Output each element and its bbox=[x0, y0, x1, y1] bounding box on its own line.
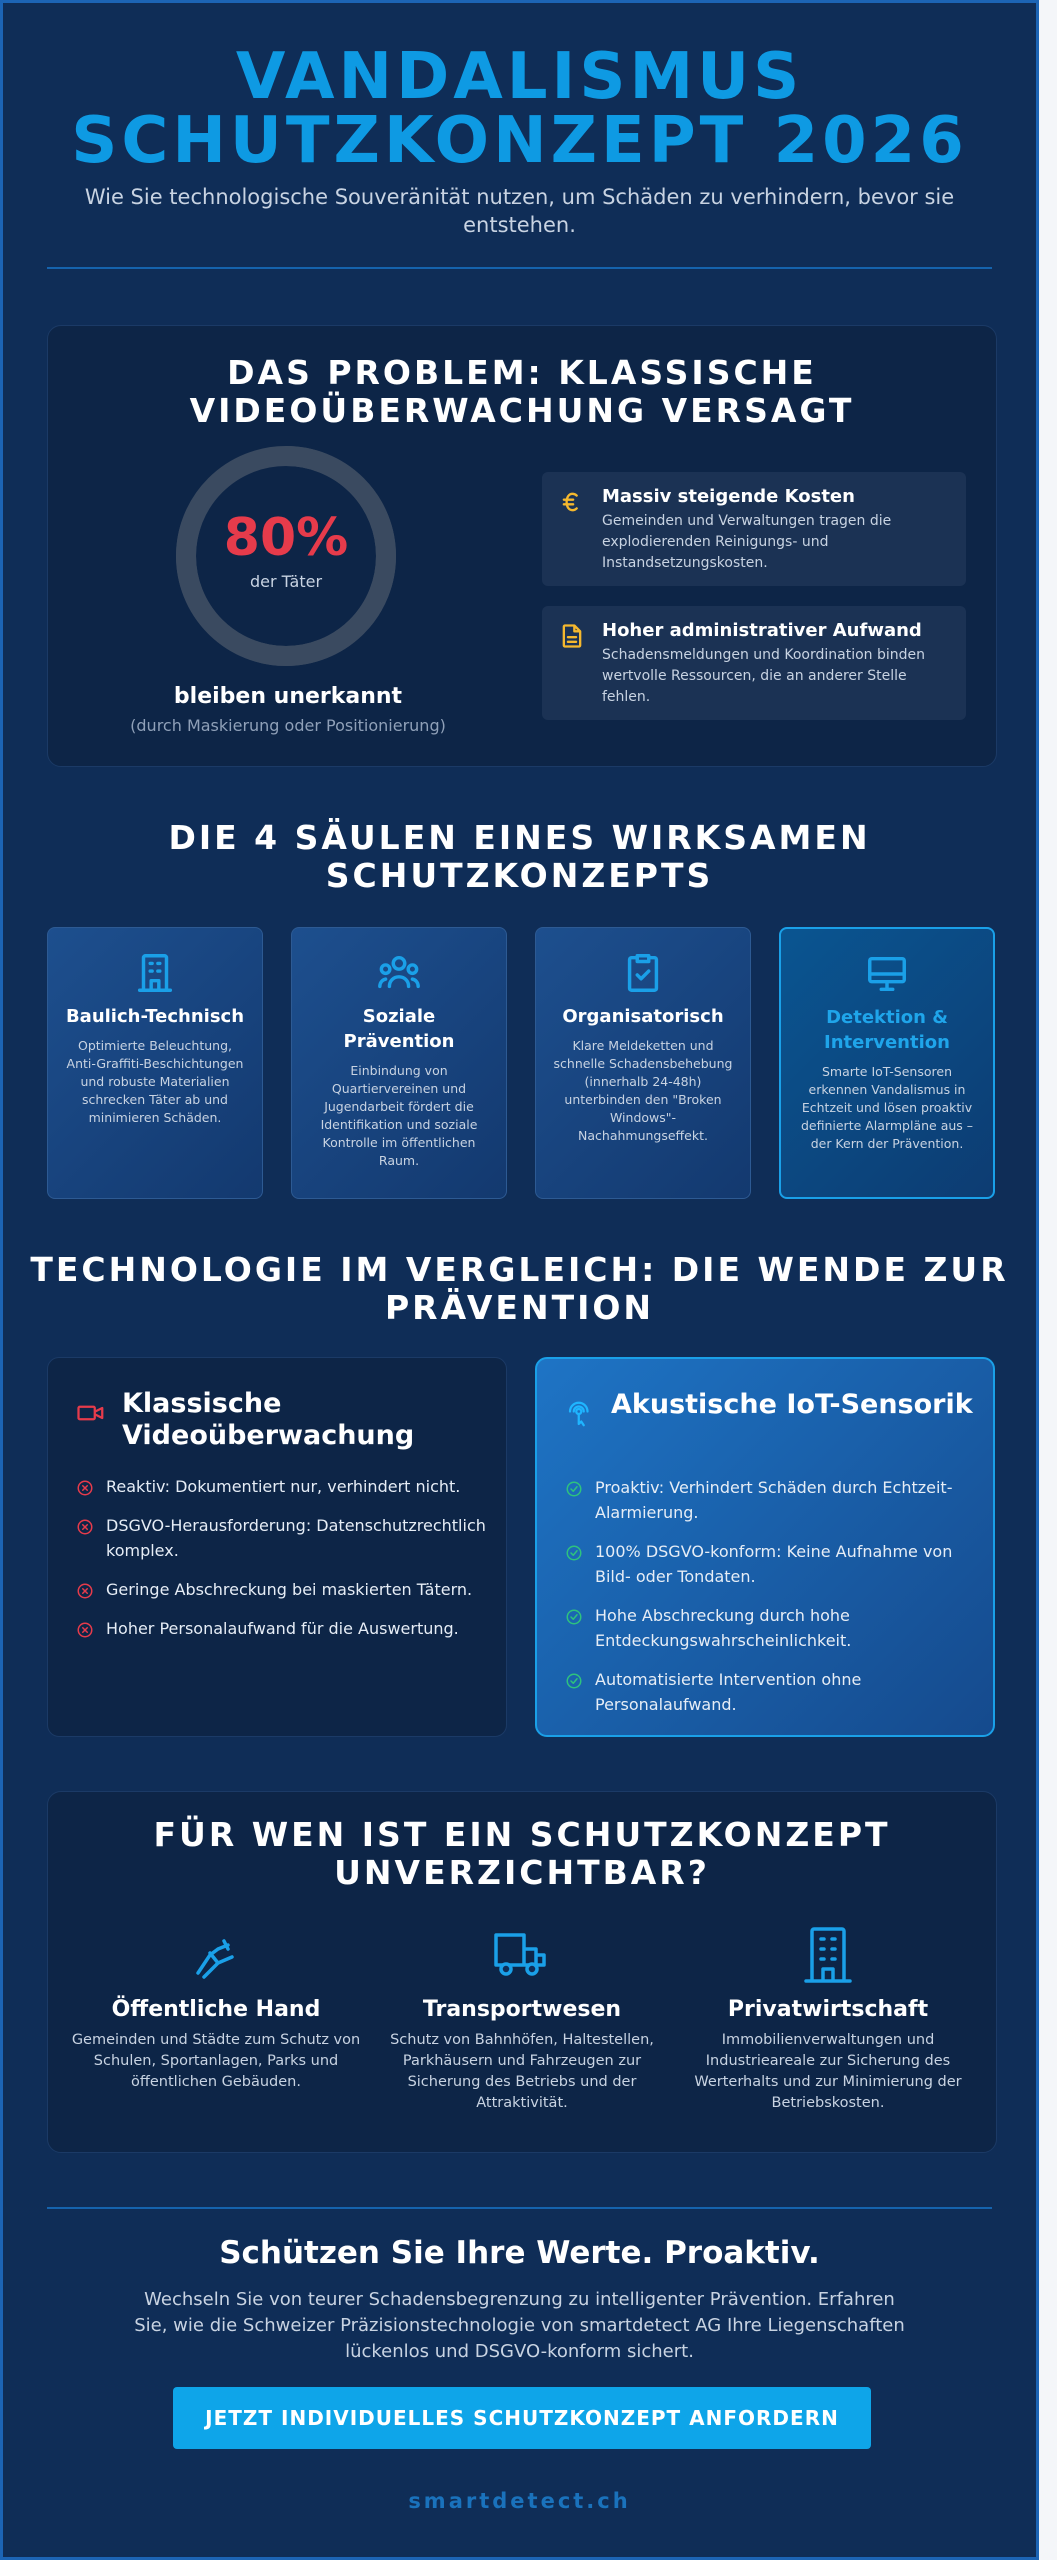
comparison-classic-list bbox=[76, 1474, 486, 1655]
check-circle-icon bbox=[565, 1608, 583, 1626]
problem-item-admin bbox=[542, 606, 966, 720]
euro-icon bbox=[558, 488, 586, 516]
list-item bbox=[565, 1475, 973, 1525]
office-building-icon bbox=[796, 1923, 860, 1987]
cta-text: Wechseln Sie von teurer Schadensbegrenzung zu intelligenter Prävention. Erfahren Sie, wie die Schweizer Präzisionstechnologie von smartdetect AG Ihre Liegenschaften lückenlos und DSGVO-konform sichert. bbox=[134, 2289, 905, 2362]
pillar-detection bbox=[779, 927, 995, 1199]
pillar-title: Organisatorisch bbox=[562, 1006, 724, 1027]
audience-text: Gemeinden und Städte zum Schutz von Schulen, Sportanlagen, Parks und öffentlichen Gebäuden. bbox=[71, 2032, 361, 2090]
comparison-title-line-1: TECHNOLOGIE IM VERGLEICH: DIE WENDE ZUR bbox=[30, 1250, 1009, 1289]
audience-public bbox=[71, 1923, 361, 2093]
comparison-title bbox=[3, 1251, 1036, 1327]
list-item-text: Hohe Abschreckung durch hohe Entdeckungswahrscheinlichkeit. bbox=[595, 1606, 852, 1650]
header-divider bbox=[47, 267, 992, 269]
comparison-classic bbox=[47, 1357, 507, 1737]
list-item bbox=[76, 1616, 486, 1641]
x-circle-icon bbox=[76, 1621, 94, 1639]
list-item-text: Proaktiv: Verhindert Schäden durch Echtzeit-Alarmierung. bbox=[595, 1478, 953, 1522]
list-item bbox=[76, 1474, 486, 1499]
problem-item-title: Hoher administrativer Aufwand bbox=[602, 620, 922, 641]
list-item bbox=[565, 1539, 973, 1589]
stat-note: (durch Maskierung oder Positionierung) bbox=[130, 716, 446, 735]
page-subtitle: Wie Sie technologische Souveränität nutzen, um Schäden zu verhindern, bevor sie entstehen. bbox=[84, 185, 955, 237]
pillar-title: Baulich-Technisch bbox=[65, 1006, 245, 1027]
pillar-text: Optimierte Beleuchtung, Anti-Graffiti-Beschichtungen und robuste Materialien schrecken Täter ab und minimieren Schäden. bbox=[66, 1038, 244, 1125]
pillar-title: Soziale Prävention bbox=[343, 1006, 455, 1052]
list-item bbox=[76, 1513, 486, 1563]
problem-item-text: Gemeinden und Verwaltungen tragen die explodierenden Reinigungs- und Instandsetzungskosten. bbox=[602, 513, 892, 571]
monitor-icon bbox=[864, 951, 910, 997]
list-item-text: 100% DSGVO-konform: Keine Aufnahme von Bild- oder Tondaten. bbox=[595, 1542, 953, 1586]
audience-title-line-2: UNVERZICHTBAR? bbox=[334, 1853, 710, 1892]
list-item-text: DSGVO-Herausforderung: Datenschutzrechtlich komplex. bbox=[106, 1516, 486, 1560]
audience-title-item: Transportwesen bbox=[422, 1997, 622, 2022]
touch-signal-icon bbox=[565, 1399, 595, 1429]
comparison-classic-title: Klassische Videoüberwachung bbox=[122, 1388, 415, 1451]
comparison-title-line-2: PRÄVENTION bbox=[384, 1288, 655, 1327]
audience-title-item: Privatwirtschaft bbox=[727, 1997, 929, 2022]
list-item-text: Geringe Abschreckung bei maskierten Tätern. bbox=[106, 1580, 473, 1599]
hands-icon bbox=[184, 1923, 248, 1987]
audience-text: Immobilienverwaltungen und Industrieareale zur Sicherung des Werterhalts und zur Minimierung der Betriebskosten. bbox=[694, 2032, 962, 2111]
building-icon bbox=[132, 950, 178, 996]
list-item bbox=[565, 1667, 973, 1717]
pillar-social bbox=[291, 927, 507, 1199]
check-circle-icon bbox=[565, 1672, 583, 1690]
cta-title: Schützen Sie Ihre Werte. Proaktiv. bbox=[219, 2235, 820, 2271]
audience-title bbox=[48, 1816, 996, 1892]
problem-item-text: Schadensmeldungen und Koordination binden wertvolle Ressourcen, die an anderer Stelle fehlen. bbox=[602, 647, 926, 705]
stat-label: der Täter bbox=[249, 572, 323, 591]
check-circle-icon bbox=[565, 1480, 583, 1498]
list-item bbox=[565, 1603, 973, 1653]
audience-text: Schutz von Bahnhöfen, Haltestellen, Parkhäusern und Fahrzeugen zur Sicherung des Betriebs und der Attraktivität. bbox=[390, 2032, 654, 2111]
document-icon bbox=[558, 622, 586, 650]
pillar-text: Klare Meldeketten und schnelle Schadensbehebung (innerhalb 24-48h) unterbinden den "Broken Windows"-Nachahmungseffekt. bbox=[553, 1038, 733, 1143]
x-circle-icon bbox=[76, 1518, 94, 1536]
pillar-text: Smarte IoT-Sensoren erkennen Vandalismus in Echtzeit und lösen proaktiv definierte Alarmpläne aus – der Kern der Prävention. bbox=[800, 1064, 974, 1151]
title-line-1: VANDALISMUS bbox=[235, 40, 804, 114]
list-item-text: Automatisierte Intervention ohne Personalaufwand. bbox=[595, 1670, 862, 1714]
stat-main: bleiben unerkannt bbox=[173, 684, 403, 709]
list-item bbox=[76, 1577, 486, 1602]
request-concept-button[interactable]: JETZT INDIVIDUELLES SCHUTZKONZEPT ANFORDERN bbox=[173, 2387, 871, 2449]
footer-brand[interactable]: smartdetect.ch bbox=[408, 2489, 631, 2513]
x-circle-icon bbox=[76, 1582, 94, 1600]
pillar-structural bbox=[47, 927, 263, 1199]
comparison-iot-title: Akustische IoT-Sensorik bbox=[611, 1389, 973, 1420]
stat-ring bbox=[176, 446, 396, 666]
audience-private bbox=[683, 1923, 973, 2114]
problem-item-costs bbox=[542, 472, 966, 586]
video-camera-icon bbox=[76, 1398, 106, 1428]
list-item-text: Reaktiv: Dokumentiert nur, verhindert nicht. bbox=[106, 1477, 461, 1496]
x-circle-icon bbox=[76, 1479, 94, 1497]
problem-title bbox=[48, 354, 996, 430]
truck-icon bbox=[490, 1923, 554, 1987]
audience-title-item: Öffentliche Hand bbox=[111, 1997, 321, 2022]
clipboard-check-icon bbox=[620, 950, 666, 996]
people-icon bbox=[376, 950, 422, 996]
list-item-text: Hoher Personalaufwand für die Auswertung. bbox=[106, 1619, 459, 1638]
problem-section bbox=[47, 325, 997, 767]
cta-divider bbox=[47, 2207, 992, 2209]
problem-title-line-2: VIDEOÜBERWACHUNG VERSAGT bbox=[189, 391, 855, 430]
title-line-2: SCHUTZKONZEPT 2026 bbox=[71, 104, 968, 178]
problem-item-title: Massiv steigende Kosten bbox=[602, 486, 855, 507]
pillars-title bbox=[3, 819, 1036, 895]
audience-title-line-1: FÜR WEN IST EIN SCHUTZKONZEPT bbox=[153, 1815, 891, 1854]
comparison-iot bbox=[535, 1357, 995, 1737]
pillars-title-line-1: DIE 4 SÄULEN EINES WIRKSAMEN bbox=[168, 818, 871, 857]
pillar-title: Detektion & Intervention bbox=[824, 1007, 950, 1053]
comparison-iot-list bbox=[565, 1475, 973, 1731]
problem-title-line-1: DAS PROBLEM: KLASSISCHE bbox=[227, 353, 817, 392]
page-title bbox=[3, 40, 1036, 178]
pillars-title-line-2: SCHUTZKONZEPTS bbox=[325, 856, 714, 895]
stat-value: 80% bbox=[223, 508, 349, 568]
audience-transport bbox=[377, 1923, 667, 2114]
check-circle-icon bbox=[565, 1544, 583, 1562]
pillar-text: Einbindung von Quartiervereinen und Jugendarbeit fördert die Identifikation und soziale Kontrolle im öffentlichen Raum. bbox=[320, 1063, 478, 1168]
pillar-organizational bbox=[535, 927, 751, 1199]
